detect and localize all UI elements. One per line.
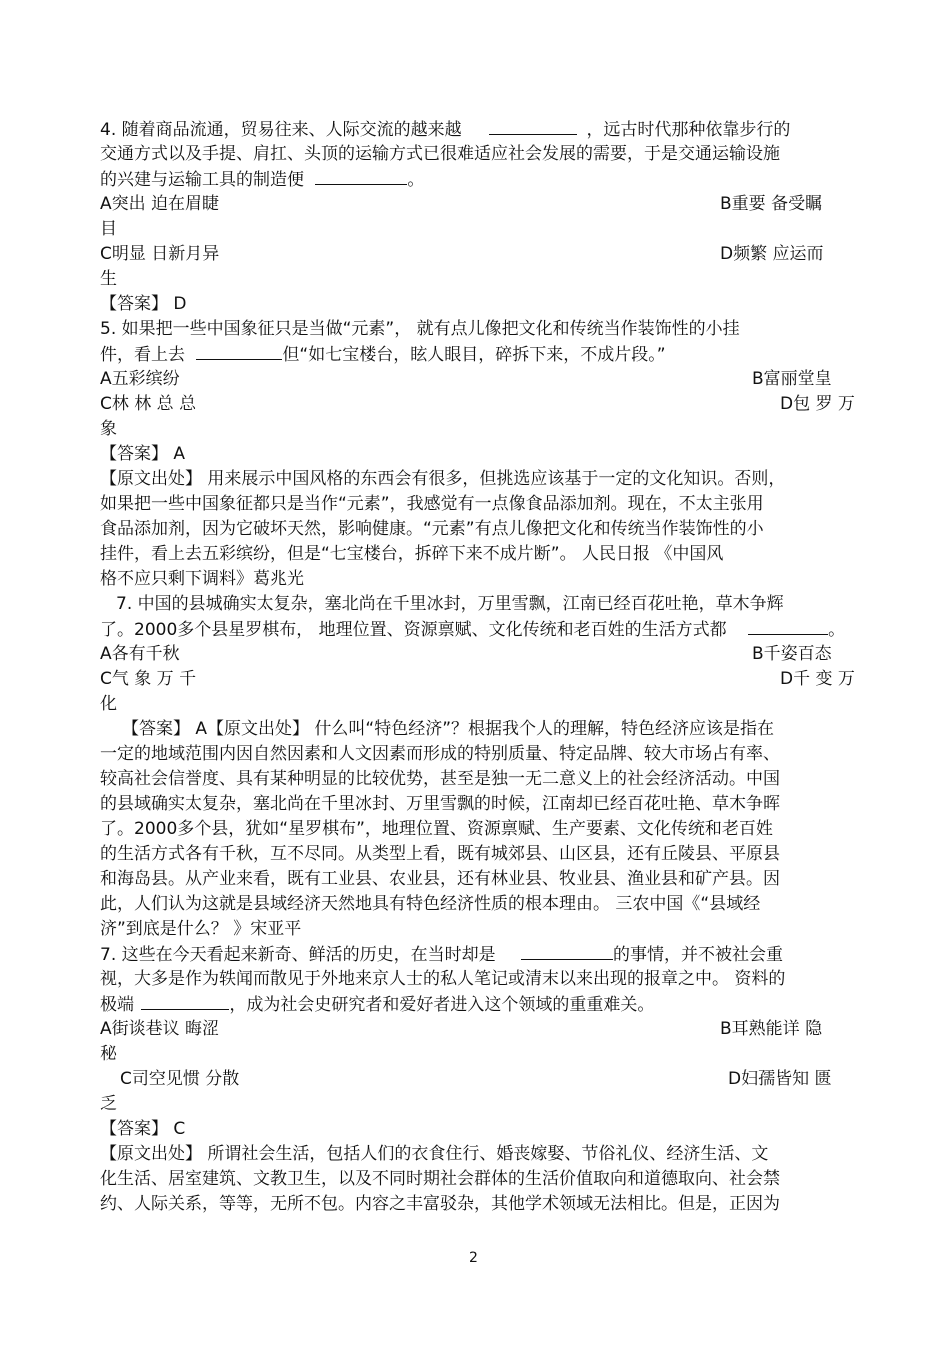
q7a-option-b: B千姿百态 (752, 644, 832, 664)
q5-option-c: C林 林 总 总 (100, 394, 197, 414)
q7a-source-line-1: 【答案】 A【原文出处】 什么叫“特色经济”？根据我个人的理解，特色经济应该是指在 (122, 719, 775, 739)
q7b-answer: 【答案】 C (100, 1119, 186, 1139)
q7a-source-line-6: 的生活方式各有千秋，互不尽同。从类型上看，既有城郊县、山区县，还有丘陵县、平原县 (100, 844, 780, 864)
answer-blank (315, 168, 407, 185)
q7b-option-b-cont: 秘 (100, 1044, 117, 1064)
q7a-line-1: 7. 中国的县城确实太复杂，塞北尚在千里冰封，万里雪飘，江南已经百花吐艳，草木争辉 (116, 594, 784, 614)
q7a-option-d-cont: 化 (100, 694, 117, 714)
q4-option-d: D频繁 应运而 (720, 244, 824, 264)
q5-source-line-3: 食品添加剂，因为它破坏天然，影响健康。“元素”有点儿像把文化和传统当作装饰性的小 (100, 519, 764, 539)
answer-blank (196, 343, 282, 360)
q4-option-c-cont: 生 (100, 269, 117, 289)
q4-option-b: B重要 备受瞩 (720, 194, 823, 214)
q7b-option-d: D妇孺皆知 匮 (728, 1069, 832, 1089)
q7a-source-line-2: 一定的地域范围内因自然因素和人文因素而形成的特别质量、特定品牌、较大市场占有率、 (100, 744, 780, 764)
page-number: 2 (469, 1250, 478, 1266)
q7a-line-2: 了。2000多个县星罗棋布， 地理位置、资源禀赋、文化传统和老百姓的生活方式都 。 (100, 620, 846, 640)
q5-answer: 【答案】 A (100, 444, 186, 464)
q5-option-a: A五彩缤纷 (100, 369, 180, 389)
q7b-source-line-3: 约、人际关系，等等，无所不包。内容之丰富驳杂，其他学术领域无法相比。但是，正因为 (100, 1194, 780, 1214)
answer-blank (489, 118, 577, 135)
q7b-source-line-1: 【原文出处】 所谓社会生活，包括人们的衣食住行、婚丧嫁娶、节俗礼仪、经济生活、文 (100, 1144, 769, 1164)
q4-line-2: 交通方式以及手提、肩扛、头顶的运输方式已很难适应社会发展的需要，于是交通运输设施 (100, 144, 780, 164)
q5-source-line-5: 格不应只剩下调料》葛兆光 (100, 569, 304, 589)
q4-option-a-cont: 目 (100, 219, 117, 239)
q4-answer: 【答案】 D (100, 294, 187, 314)
q7b-option-b: B耳熟能详 隐 (720, 1019, 823, 1039)
q5-line-2: 件，看上去 但“如七宝楼台，眩人眼目，碎拆下来，不成片段。” (100, 345, 666, 365)
answer-blank (521, 943, 613, 960)
q5-option-b: B富丽堂皇 (752, 369, 832, 389)
q4-line-1: 4. 随着商品流通，贸易往来、人际交流的越来越 ，远古时代那种依靠步行的 (100, 120, 791, 140)
q5-option-d-cont: 象 (100, 419, 117, 439)
q7b-source-line-2: 化生活、居室建筑、文教卫生，以及不同时期社会群体的生活价值取向和道德取向、社会禁 (100, 1169, 780, 1189)
q7a-source-line-3: 较高社会信誉度、具有某种明显的比较优势，甚至是独一无二意义上的社会经济活动。中国 (100, 769, 780, 789)
q7a-option-c: C气 象 万 千 (100, 669, 197, 689)
q7a-source-line-7: 和海岛县。从产业来看，既有工业县、农业县，还有林业县、牧业县、渔业县和矿产县。因 (100, 869, 780, 889)
q4-option-c: C明显 日新月异 (100, 244, 220, 264)
q7a-source-line-4: 的县域确实太复杂，塞北尚在千里冰封、万里雪飘的时候，江南却已经百花吐艳、草木争晖 (100, 794, 780, 814)
q4-option-a: A突出 迫在眉睫 (100, 194, 220, 214)
q7a-option-d: D千 变 万 (780, 669, 855, 689)
q7a-source-line-5: 了。2000多个县，犹如“星罗棋布”，地理位置、资源禀赋、生产要素、文化传统和老百姓 (100, 819, 773, 839)
q7a-source-line-8: 此，人们认为这就是县域经济天然地具有特色经济性质的根本理由。 三农中国《“县域经 (100, 894, 761, 914)
q7a-option-a: A各有千秋 (100, 644, 180, 664)
q7b-option-c: C司空见惯 分散 (120, 1069, 240, 1089)
q5-option-d: D包 罗 万 (780, 394, 855, 414)
q7b-line-3: 极端 ，成为社会史研究者和爱好者进入这个领域的重重难关。 (100, 995, 655, 1015)
q7b-line-2: 视，大多是作为轶闻而散见于外地来京人士的私人笔记或清末以来出现的报章之中。 资料的 (100, 969, 786, 989)
q5-source-line-4: 挂件，看上去五彩缤纷，但是“七宝楼台，拆碎下来不成片断”。 人民日报 《中国风 (100, 544, 724, 564)
q5-source-line-2: 如果把一些中国象征都只是当作“元素”，我感觉有一点像食品添加剂。现在，不太主张用 (100, 494, 764, 514)
answer-blank (748, 618, 828, 635)
q7a-source-line-9: 济”到底是什么？ 》宋亚平 (100, 919, 302, 939)
q4-line-3: 的兴建与运输工具的制造便 。 (100, 170, 425, 190)
answer-blank (141, 993, 229, 1010)
q7b-option-d-cont: 乏 (100, 1094, 117, 1114)
q5-source-line-1: 【原文出处】 用来展示中国风格的东西会有很多，但挑选应该基于一定的文化知识。否则， (100, 469, 786, 489)
q5-line-1: 5. 如果把一些中国象征只是当做“元素”， 就有点儿像把文化和传统当作装饰性的小挂 (100, 319, 740, 339)
q7b-line-1: 7. 这些在今天看起来新奇、鲜活的历史，在当时却是 的事情，并不被社会重 (100, 945, 784, 965)
q7b-option-a: A街谈巷议 晦涩 (100, 1019, 220, 1039)
